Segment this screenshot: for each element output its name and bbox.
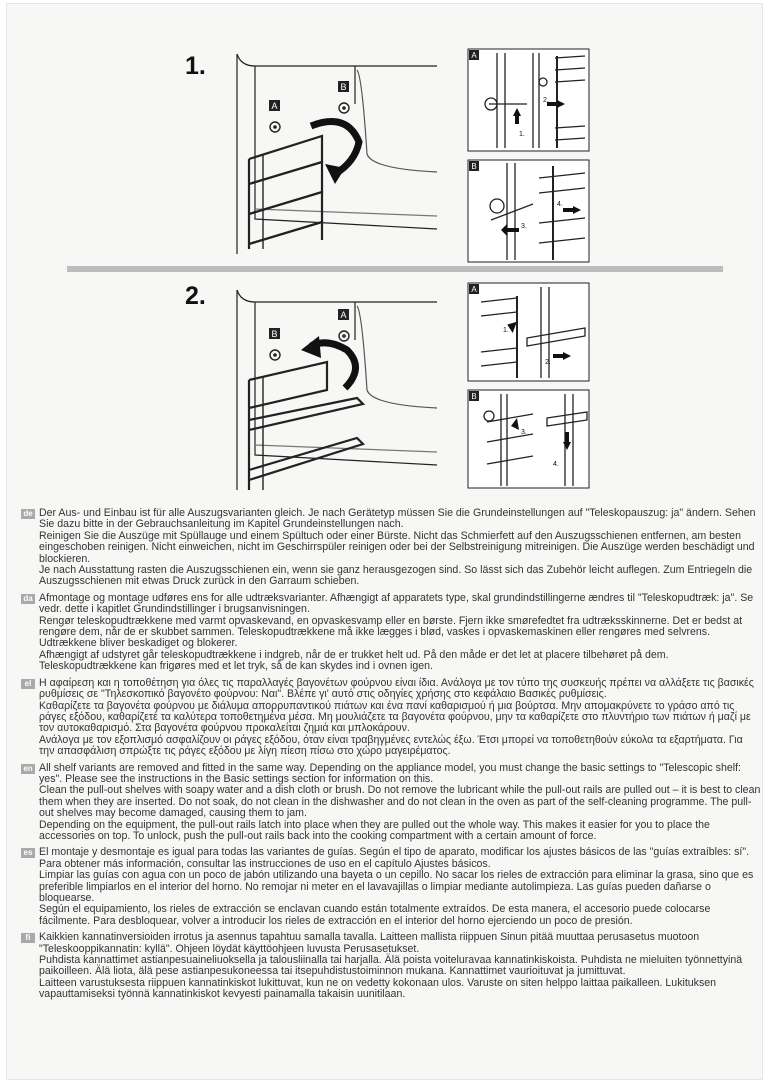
paragraph: Afhængigt af udstyret går teleskopudtrækkene i indgreb, når de er trukket helt ud. På den måde er det let at placere tilbehøret på dem. Teleskopudtrækkene kan frigøres med et let tryk, så de kan skydes ind i ovnen igen. bbox=[39, 648, 669, 673]
arrow-label-1: 1. bbox=[519, 131, 525, 138]
paragraph: Según el equipamiento, los rieles de extracción se enclavan cuando están totalmente extraídos. De esta manera, el accesorio puede colocarse fácilmente. Para desbloquear, volver a introducir los rieles de extracción en el interior del horno ejerciendo un poco de presión. bbox=[39, 903, 711, 927]
arrow-label-3-2: 3. bbox=[521, 429, 527, 436]
paragraph: Καθαρίζετε τα βαγονέτα φούρνου με διάλυμα απορρυπαντικού πιάτων και ένα πανί καθαρισμού ή μια βούρτσα. Μην απομακρύνετε το γράσο από τις ράγες εξόδου, καθαρίζετέ τα καλύτερα τοποθετημένα μέσα. Μη μουλιάζετε τα βαγονέτα φούρνου, μην τα καθαρίζετε στο πλυντήριο των πιάτων ή μαζί με τον αυτοκαθαρισμό. Στα βαγονέτα φούρνου προκαλείται ζημιά και μπλοκάρουν. bbox=[39, 699, 751, 735]
language-tag: da bbox=[21, 594, 35, 604]
paragraph: Limpiar las guías con agua con un poco de jabón utilizando una bayeta o un cepillo. No sacar los rieles de extracción para eliminar la grasa, sino que es preferible limpiarlos en el interior del horno. No remojar ni meter en el lavavajillas o limpiar mediante autolimpieza. Las guías pueden dañarse o bloquearse. bbox=[39, 869, 754, 904]
curved-arrow-icon-2 bbox=[301, 336, 356, 388]
arrow-label-1-2: 1. bbox=[503, 327, 509, 334]
section-fi bbox=[21, 932, 761, 1000]
curved-arrow-icon bbox=[311, 122, 359, 184]
label-b: B bbox=[340, 82, 347, 92]
section-de bbox=[21, 508, 761, 588]
section-es bbox=[21, 847, 761, 927]
arrow-label-2-2: 2. bbox=[545, 359, 551, 366]
paragraph: El montaje y desmontaje es igual para todas las variantes de guías. Según el tipo de aparato, modificar los ajustes básicos de las "guías extraíbles: sí". Para obtener más información, consultar las instrucciones de uso en el capítulo Ajustes básicos. bbox=[39, 846, 750, 870]
label-b-2: B bbox=[271, 329, 278, 339]
step-2-oven-illustration bbox=[227, 280, 447, 495]
instruction-page bbox=[7, 4, 762, 1079]
step-1-number: 1. bbox=[185, 52, 206, 80]
step-2-number: 2. bbox=[185, 282, 206, 310]
section-divider bbox=[67, 266, 723, 272]
paragraph: Der Aus- und Einbau ist für alle Auszugsvarianten gleich. Je nach Gerätetyp müssen Sie die Grundeinstellungen auf "Teleskopauszug: ja" ändern. Sehen Sie dazu bitte in der Gebrauchsanleitung im Kapitel Grundeinstellungen nach. bbox=[39, 507, 756, 531]
paragraph: All shelf variants are removed and fitted in the same way. Depending on the appliance model, you must change the basic settings to "Telescopic shelf: yes". Please see the instructions in the Basic settings section for information on this. bbox=[39, 761, 741, 785]
language-tag: fi bbox=[21, 933, 35, 943]
section-en bbox=[21, 763, 761, 843]
paragraph: Ανάλογα με τον εξοπλισμό ασφαλίζουν οι ράγες εξόδου, όταν είναι τραβηγμένες εντελώς έξω. Έτσι μπορεί να τοποθετηθούν εύκολα τα εξαρτήματα. Για την απασφάλιση σπρώξτε τις ράγες εξόδου με λίγη πίεση πίσω στο χώρο μαγειρέματος. bbox=[39, 733, 743, 758]
paragraph: Je nach Ausstattung rasten die Auszugsschienen ein, wenn sie ganz herausgezogen sind. So lässt sich das Zubehör leicht auflegen. Zum Entriegeln die Auszugsschienen mit etwas Druck zurück in den Garraum schieben. bbox=[39, 564, 753, 588]
paragraph: Depending on the equipment, the pull-out rails latch into place when they are pulled out the whole way. This makes it easier for you to place the accessories on top. To unlock, push the pull-out rails back into the cooking compartment with a certain amount of force. bbox=[39, 818, 710, 842]
language-tag: en bbox=[21, 764, 35, 774]
paragraph: Kaikkien kannatinversioiden irrotus ja asennus tapahtuu samalla tavalla. Laitteen mallista riippuen Sinun pitää muuttaa perusasetus muotoon "Teleskooppikannatin: kyllä". Ohjeen löydät käyttöohjeen luvusta Perusasetukset. bbox=[39, 931, 700, 955]
detail-label-a: A bbox=[471, 51, 477, 60]
instruction-text bbox=[21, 508, 761, 1006]
label-a: A bbox=[271, 101, 278, 111]
step-1-detail-illustrations bbox=[467, 48, 592, 270]
label-a-2: A bbox=[340, 310, 347, 320]
paragraph: Rengør teleskopudtrækkene med varmt opvaskevand, en opvaskesvamp eller en børste. Fjern ikke smørefedtet fra udtræksskinnerne. Det er bedst at rengøre dem, når de er skubbet sammen. Teleskopudtrækkene må ikke lægges i blød, vaskes i opvaskemaskinen eller rengøres med selvrens. Udtrækkene bliver beskadiget og blokerer. bbox=[39, 614, 743, 650]
section-da bbox=[21, 593, 761, 673]
language-tag: de bbox=[21, 509, 35, 519]
paragraph: Afmontage og montage udføres ens for alle udtræksvarianter. Afhængigt af apparatets type, skal grundindstillingerne ændres til "Teleskopudtræk: ja". Se vedr. dette i kapitlet Grundindstillinger i brugsanvisningen. bbox=[39, 591, 754, 616]
paragraph: Clean the pull-out shelves with soapy water and a dish cloth or brush. Do not remove the lubricant while the pull-out rails are pulled out – it is best to clean them when they are inserted. Do not soak, do not clean in the dishwasher and do not clean in the oven as part of the self-cleaning programme. The pull-out shelves may become damaged, causing them to jam. bbox=[39, 784, 761, 820]
paragraph: Reinigen Sie die Auszüge mit Spüllauge und einem Spültuch oder einer Bürste. Nicht das Schmierfett auf den Auszugsschienen entfernen, am besten eingeschoben reinigen. Nicht einweichen, nicht im Geschirrspüler reinigen oder bei der Selbstreinigung mitreinigen. Die Auszüge werden beschädigt und blockieren. bbox=[39, 529, 755, 565]
paragraph: Η αφαίρεση και η τοποθέτηση για όλες τις παραλλαγές βαγονέτων φούρνου είναι ίδια. Ανάλογα με τον τύπο της συσκευής πρέπει να αλλάξετε τις βασικές ρυθμίσεις σε "Τηλεσκοπικό βαγονέτο φούρνου: Ναι". Βλέπε γι' αυτό στις οδηγίες χρήσης στο κεφάλαιο Βασικές ρυθμίσεις. bbox=[39, 676, 754, 701]
arrow-label-3: 3. bbox=[521, 223, 527, 230]
detail-label-a-2: A bbox=[471, 285, 477, 294]
step-1-oven-illustration bbox=[227, 44, 447, 259]
language-tag: el bbox=[21, 679, 35, 689]
detail-label-b: B bbox=[471, 162, 477, 171]
paragraph: Laitteen varustuksesta riippuen kannatinkiskot lukittuvat, kun ne on vedetty kokonaan ulos. Varuste on siten helppo laittaa paikalleen. Lukituksen vapauttamiseksi työnnä kannatinkiskot kevyesti painamalla takaisin uunitilaan. bbox=[39, 976, 717, 1001]
arrow-label-4: 4. bbox=[557, 201, 563, 208]
detail-label-b-2: B bbox=[471, 392, 477, 401]
step-2-detail-illustrations bbox=[467, 282, 592, 492]
arrow-label-2: 2. bbox=[543, 97, 549, 104]
section-el bbox=[21, 678, 761, 758]
language-tag: es bbox=[21, 848, 35, 858]
paragraph: Puhdista kannattimet astianpesuaineliuoksella ja talousliinalla tai harjalla. Älä poista voiteluravaa kannatinkiskoista. Puhdista ne mieluiten työnnettyinä paikoilleen. Älä liota, älä pese astianpesukoneessa tai itsepuhdistustoiminnon mukana. Kannattimet vaurioituvat ja jumittuvat. bbox=[39, 954, 743, 978]
arrow-label-4-2: 4. bbox=[553, 461, 559, 468]
